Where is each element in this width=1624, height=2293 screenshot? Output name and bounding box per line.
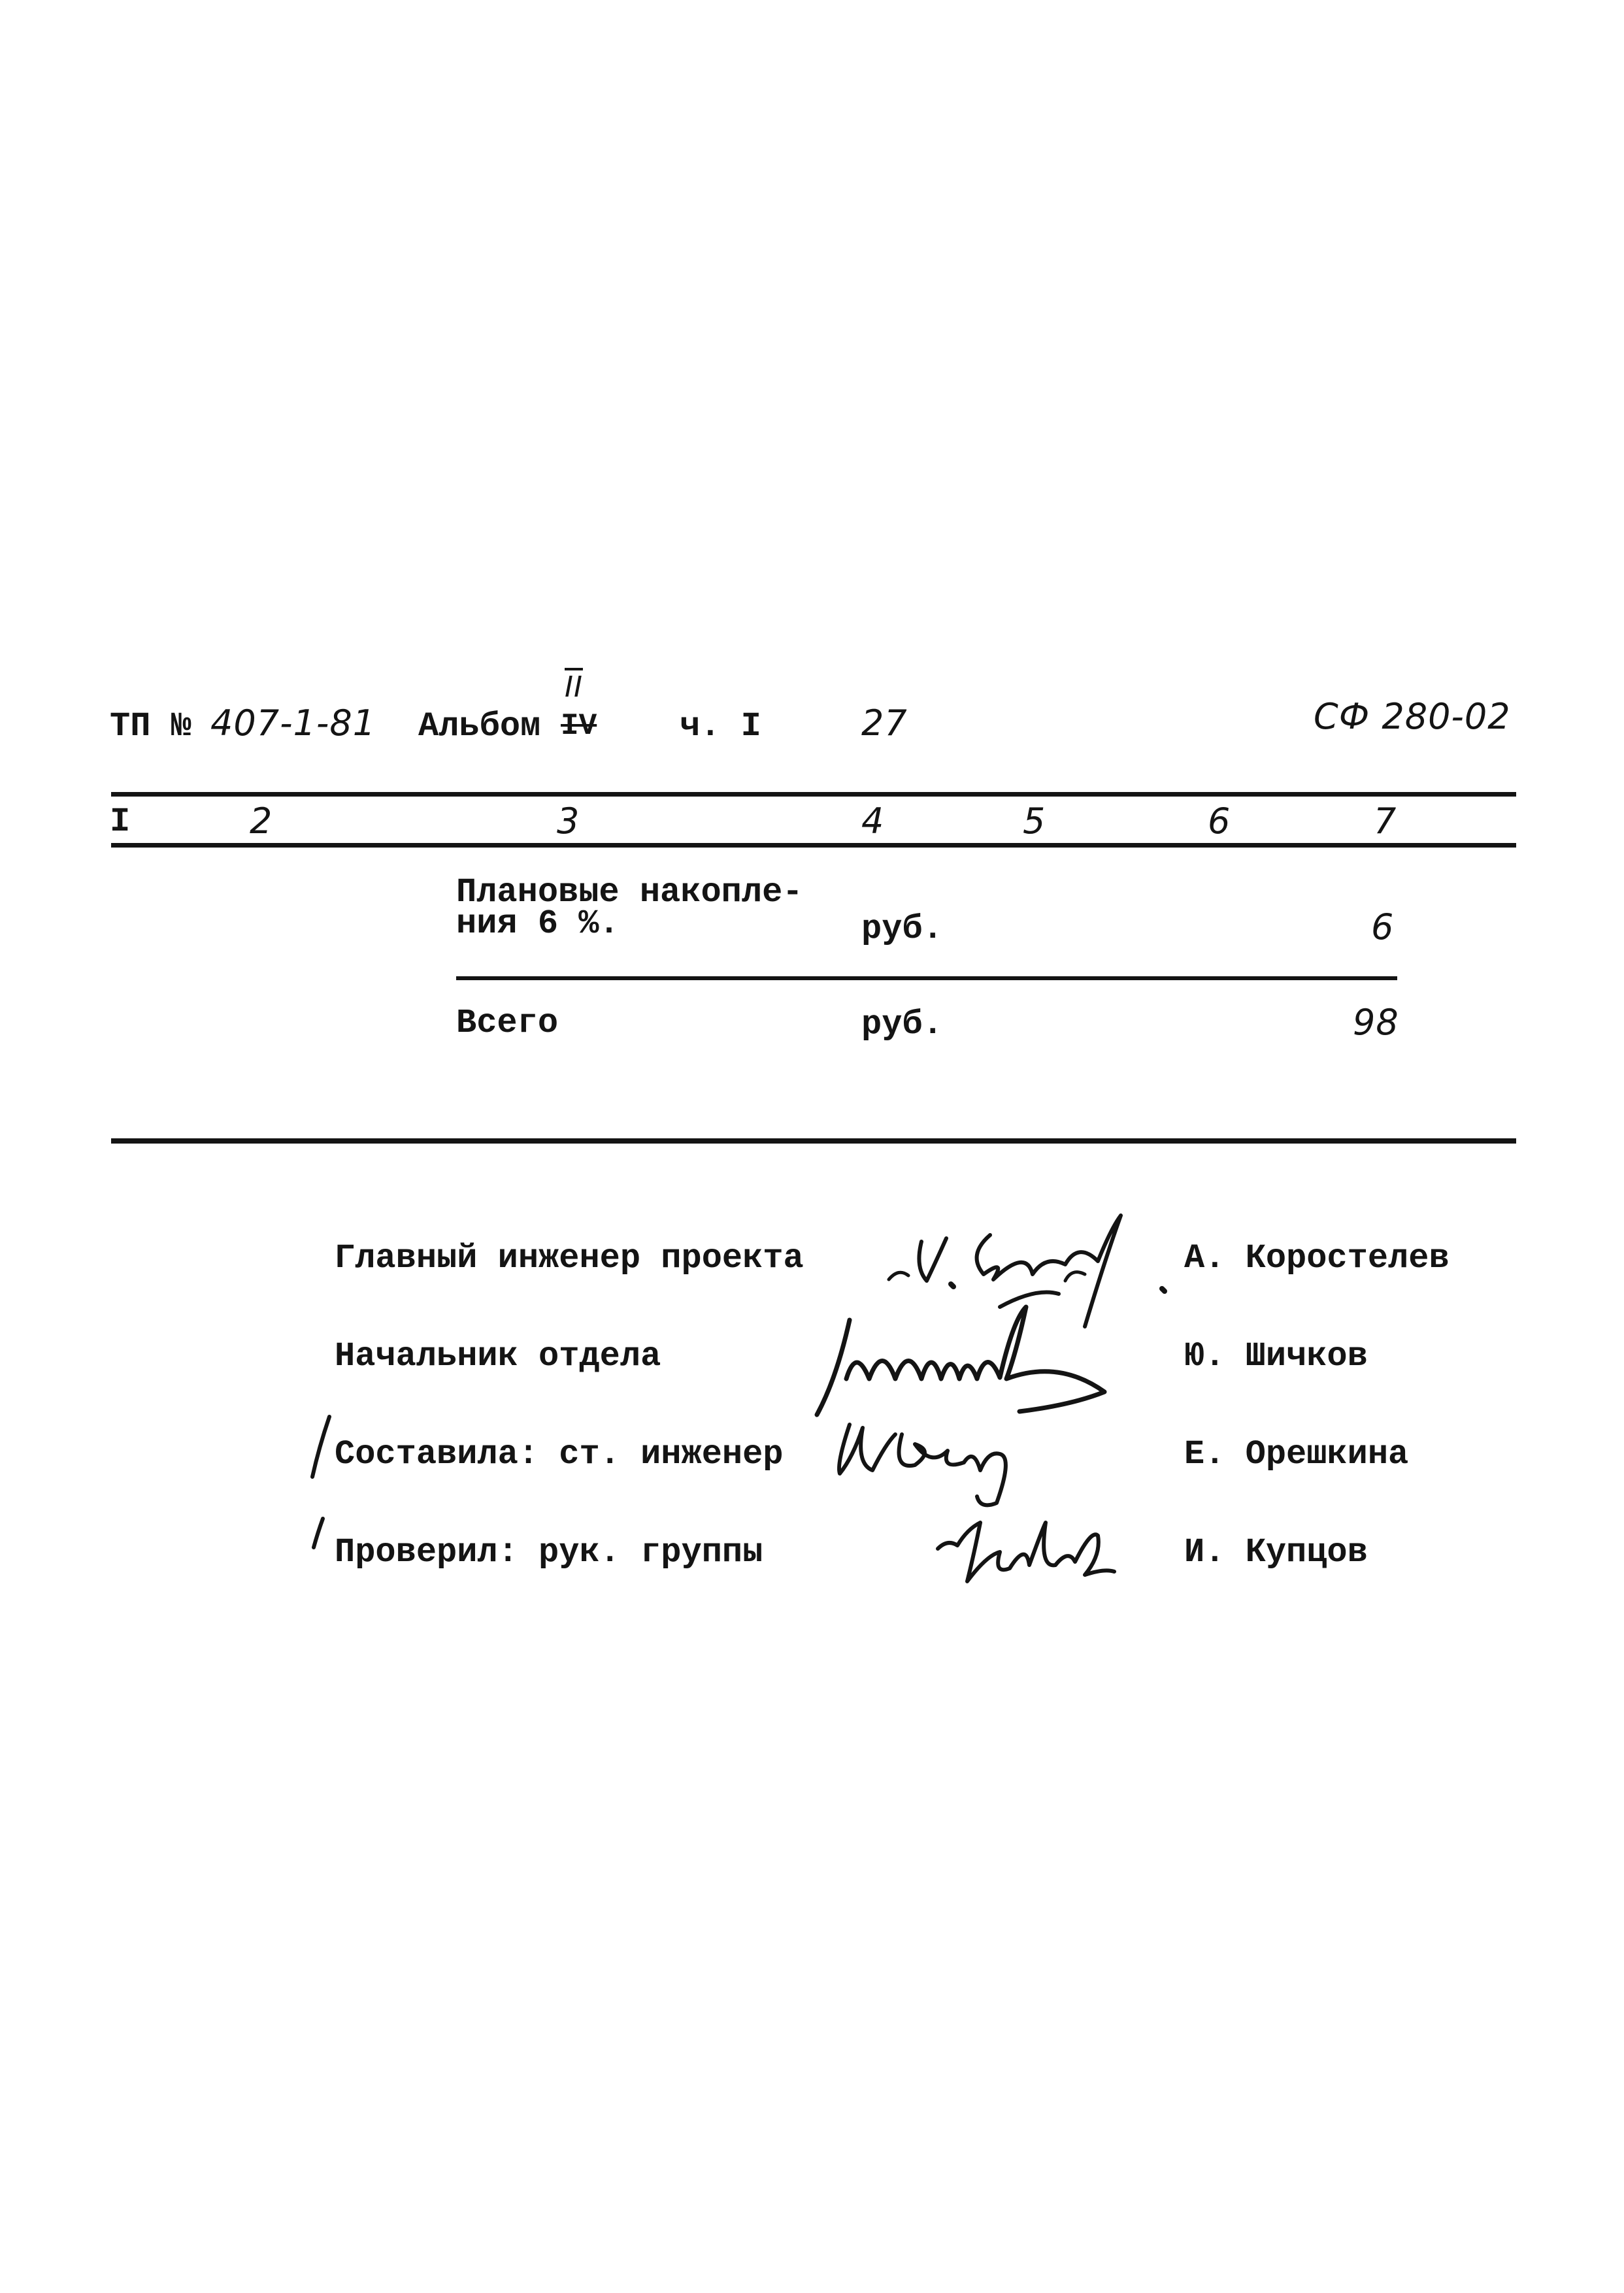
signature-compiled-by xyxy=(817,1405,1091,1509)
album-corrected: $\overline{II}$ xyxy=(565,670,583,704)
signatory-name: А. Коростелев xyxy=(1184,1239,1450,1278)
signature-title: Составила: ст. инженер xyxy=(335,1435,784,1474)
page-number: 27 xyxy=(861,702,908,744)
signature-title: Главный инженер проекта xyxy=(335,1239,804,1278)
table-top-rule xyxy=(111,792,1516,797)
column-number-4: 4 xyxy=(861,800,885,842)
row-name: Всего xyxy=(456,1004,559,1042)
column-number-5: 5 xyxy=(1023,800,1046,842)
project-number: 407-1-81 xyxy=(210,702,376,744)
signature-slash xyxy=(307,1411,333,1483)
row-value: 98 xyxy=(1353,1002,1399,1043)
column-number-2: 2 xyxy=(250,800,273,842)
row-name-line1: Плановые накопле- xyxy=(456,873,803,912)
album-number xyxy=(561,670,606,745)
sheet-code: СФ 280-02 xyxy=(1314,696,1511,737)
signature-checked-by xyxy=(928,1503,1137,1594)
signatory-name: Е. Орешкина xyxy=(1184,1435,1409,1474)
column-number-6: 6 xyxy=(1208,800,1231,842)
signature-title: Проверил: рук. группы xyxy=(335,1533,763,1572)
album-label: Альбом xyxy=(418,707,541,746)
column-number-3: 3 xyxy=(557,800,580,842)
row-value: 6 xyxy=(1371,906,1395,948)
table-row xyxy=(0,1000,1624,1052)
table-row xyxy=(0,869,1624,967)
subtotal-rule xyxy=(456,976,1397,980)
signature-title: Начальник отдела xyxy=(335,1337,661,1376)
column-number-7: 7 xyxy=(1374,800,1397,842)
row-name-line2: ния 6 %. xyxy=(456,904,620,943)
signatory-name: И. Купцов xyxy=(1184,1533,1368,1572)
table-bottom-rule xyxy=(111,1138,1516,1144)
signature-tick xyxy=(308,1515,328,1554)
header-prefix: ТП № xyxy=(110,707,191,746)
column-header-rule xyxy=(111,843,1516,848)
row-unit: руб. xyxy=(861,1005,943,1044)
album-struck: IV xyxy=(561,709,597,743)
part-label: ч. I xyxy=(680,707,761,746)
column-number-1: I xyxy=(110,802,131,841)
row-unit: руб. xyxy=(861,910,943,948)
signatory-name: Ю. Шичков xyxy=(1184,1337,1368,1376)
